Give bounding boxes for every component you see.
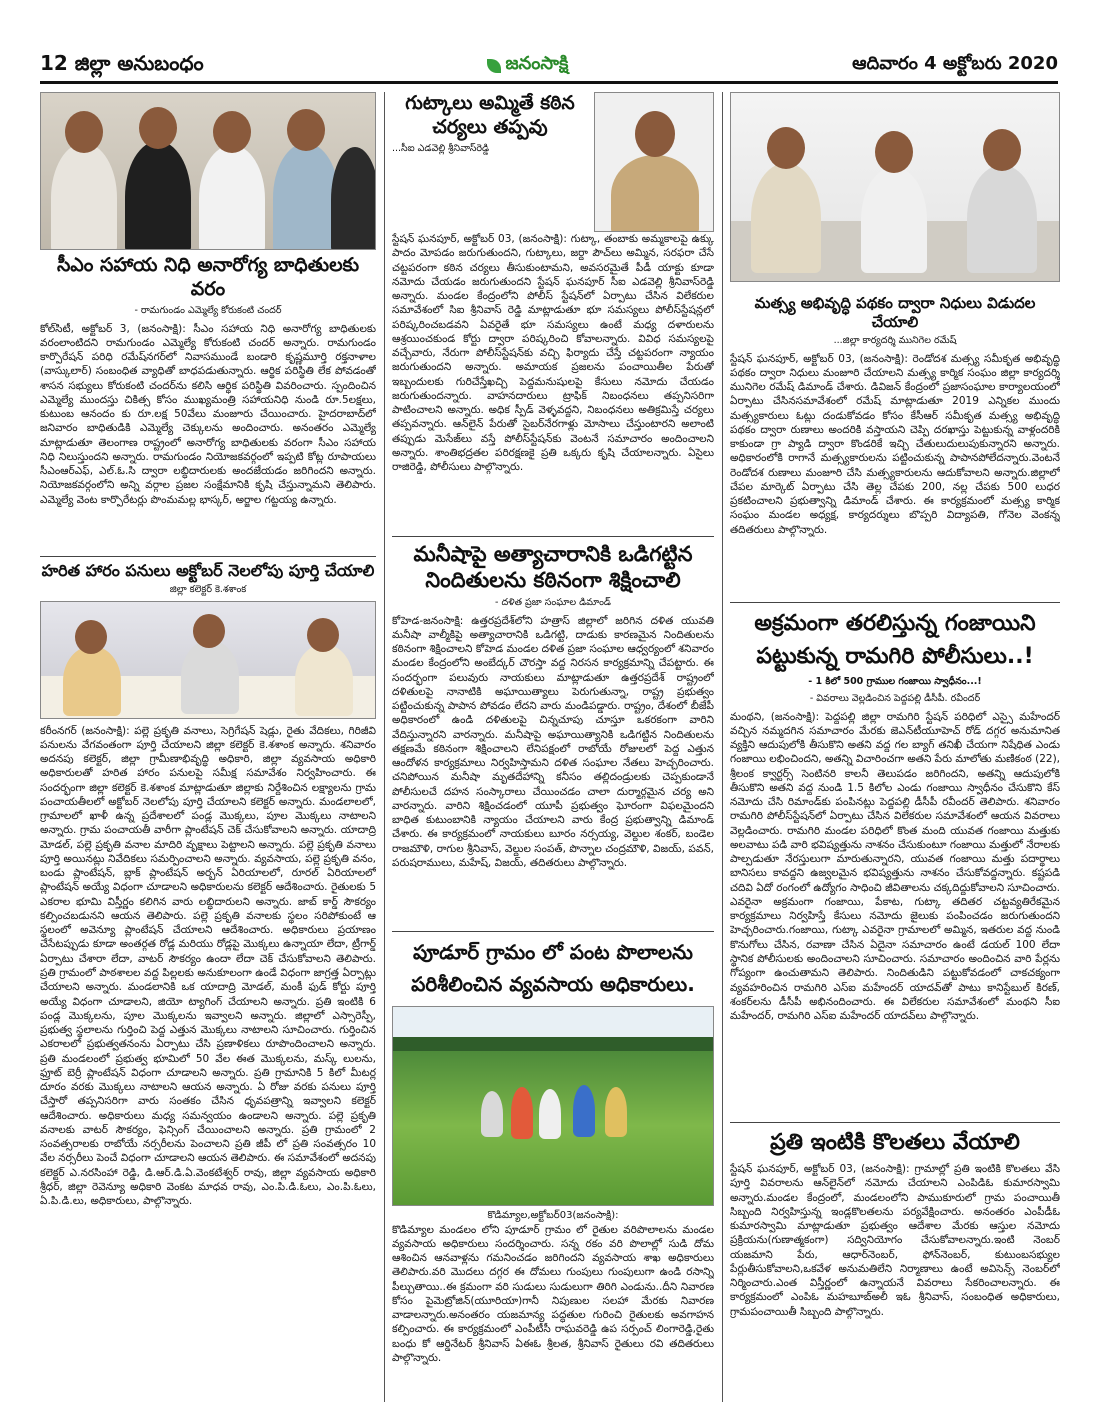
- byline: - దళిత ప్రజా సంఘాల డిమాండ్: [495, 596, 611, 608]
- byline: ...సీఐ ఎడవెల్లి శ్రీనివాస్‌రెడ్డి: [392, 142, 490, 154]
- headline: మనీషాపై అత్యాచారానికి ఒడిగట్టిన నిందితులను కఠినంగా శిక్షించాలి: [413, 542, 693, 593]
- headline: ప్రతి ఇంటికి కొలతలు వేయాలి: [770, 1129, 1020, 1155]
- photo-fishermen-meeting: [730, 92, 1060, 282]
- article-body: స్టేషన్ ఘనపూర్, అక్టోబర్ 03, (జనంసాక్షి): గ్రామాల్లో ప్రతి ఇంటికి కొలతలు వేసి పూర్తి వివరాలను ఆన్‌లైన్‌లో నమోదు చేయాలని ఎంపిడిఓ కుమారస్వామి అన్నారు.మండల కేంద్రంలో, మండలంలోని పాముకూరులో గ్రామ పంచాయితీ సిబ్బంది నిర్వహిస్తున్న ఇండ్లకొలతలను పర్యవేక్షించారు. అనంతరం ఎంపీడీఓ కుమారస్వామి మాట్లాడుతూ ప్రభుత్వం ఆదేశాల మేరకు ఆస్తుల నమోదు ప్రక్రియను(గుణాత్మకంగా) సద్వినియోగం చేసుకోవాలన్నారు.ఇంటి నెంబర్ యజమాని పేరు, ఆధార్‌నెంబర్, ఫోన్‌నెంబర్, కుటుంబసభ్యుల పేర్లుతీసుకోవాలని,ఒకవేళ అనుమతిలేని నిర్మాణాలు ఉంటే అవిసెన్స్ నెంబర్‌లో నిర్మించారు.ఎంత విస్తీర్ణంలో ఉన్నాయనే వివరాలు సేకరించాలన్నారు. ఈ కార్యక్రమంలో ఎంపిఓ మహబూబ్‌అలీ ఇఓ శ్రీనివాస్, సంబంధిత అధికారులు, గ్రామపంచాయితీ సిబ్బంది పాల్గొన్నారు.: [730, 1163, 1060, 1318]
- column-divider: [384, 92, 385, 1402]
- photo-circle-inspector: [594, 92, 714, 232]
- article-body: మంథని, (జనంసాక్షి): పెద్దపల్లి జిల్లా రామగిరి స్టేషన్ పరిధిలో ఎస్సై మహేందర్ వచ్చిన నమ్మదగిన సమాచారం మేరకు జెఎన్‌టీయూహెచ్ రోడ్ దగ్గర అనుమానిత వ్యక్తిని ఆదుపులోకి తీసుకొని అతని వద్ద గల బ్యాగ్ తనిఖీ చేయగా నిషేధిత ఎండు గంజాయి లభించిందని, అతన్ని విచారించగా అతని పేరు మాలోతు మణికంఠ (22), శ్రీలంక క్వార్టర్స్ సెంటినరి కాలనీ తెలుపడం జరిగిందని, అతన్ని ఆదుపులోకి తీసుకొని అతని వద్ద నుండి 1.5 కిలోల ఎండు గంజాయి స్వాధీనం చేసుకొని కేస్ నమోదు చేసి రిమాండ్‌కు పంపినట్లు పెద్దపల్లి డీసీపీ రవీందర్ తెలిపారు. శనివారం రామగిరి పోలీస్‌స్టేషన్‌లో ఏర్పాటు చేసిన విలేకరుల సమావేశంలో ఆయన వివరాలు వెల్లడించారు. రామగిరి మండల పరిధిలో కొంత మంది యువత గంజాయి మత్తుకు అలవాటు పడి వారి భవిష్యత్తును నాశనం చేసుకుంటూ గంజాయి మత్తులో నేరాలకు పాల్పడుతూ నేరస్తులుగా మారుతున్నారని, యువత గంజాయి మత్తు పదార్థాలు బానిసలు కావద్దని ఉజ్వలమైన భవిష్యత్తును నాశనం చేసుకోవద్దన్నారు. కష్టపడి చదివి ఏదో రంగంలో ఉద్యోగం సాధించి జీవితాలను చక్కదిద్దుకోవాలని సూచించారు. ఎవరైనా అక్రమంగా గంజాయి, పేకాట, గుట్కా తదితర చట్టవ్యతిరేకమైన కార్యక్రమాలు నిర్వహిస్తే కేసులు నమోదు జైలుకు పంపించడం జరుగుతుందని హెచ్చరించారు.గంజాయి, గుట్కా ఎవరైనా గ్రామాలలో అమ్మిన, ఇతరుల వద్ద నుండి కొనుగోలు చేసిన, రవాణా చేసిన ఏదైనా సమాచారం ఉంటే డయల్ 100 లేదా స్థానిక పోలీసులకు అందించాలని సూచించారు. సమాచారం అందించిన వారి పేర్లను గోప్యంగా ఉంచుతామని తెలిపారు. నిందితుడిని పట్టుకోవడంలో చాకచక్యంగా వ్యవహరించిన రామగిరి ఎస్ఐ మహేందర్ యాదవ్‌తో పాటు కానిస్టేబుల్ కిరణ్, శంకర్‌లను డీసీపీ అభినందించారు. ఈ విలేకరుల సమావేశంలో మంథని సీఐ మహేందర్, రామగిరి ఎస్ఐ మహేందర్ యాదవ్‌లు పాల్గొన్నారు.: [730, 710, 1060, 1023]
- article-body: కొడిమ్యాల మండలం లోని పూడూర్ గ్రామం లో రైతుల వరిపొలాలను మండల వ్యవసాయ అధికారులు సందర్శించారు. సన్న రకం వరి పొలాల్లో సుడి దోమ ఆశించిన ఆనవాళ్లను గమనించడం జరిగిందని వ్యవసాయ శాఖ అధికారులు తెలిపారు.వరి మొదలు దగ్గర ఈ దోమలు గుంపులు గుంపులుగా ఉండి రసాన్ని పీల్చుతాయి..ఈ క్రమంగా వరి సుడులు సుడులుగా తిరిగి ఎండును..దీని నివారణ కోసం పైమెట్రోజిన్(యూరియా)గానీ నిపుణుల సలహా మేరకు నివారణ వాడాలన్నారు.అనంతరం యజమాన్య పద్ధతుల గురించి రైతులకు అవగాహన కల్పించారు. ఈ కార్యక్రమంలో ఎంపీటీసీ రాఘవరెడ్డి ఉప సర్పంచ్ లింగారెడ్డి,రైతు బంధు కో ఆర్డినేటర్ శ్రీనివాస్ ఏఈఓ శ్రీలత, శ్రీనివాస్ రైతులు రవి తదితరులు పాల్గొన్నారు.: [392, 1223, 714, 1364]
- masthead: [40, 50, 1058, 84]
- byline: - రామగుండం ఎమ్మెల్యే కోరుకంటి చందర్: [134, 304, 282, 316]
- subheadline: - వివరాలు వెల్లడించిన పెద్దపల్లి డీసీపీ. రవీందర్: [809, 692, 981, 704]
- headline: అక్రమంగా తరలిస్తున్న గంజాయిని పట్టుకున్న రామగిరి పోలీసులు..!: [754, 610, 1036, 669]
- brand-logo: [487, 53, 568, 78]
- headline: మత్స్య అభివృద్ధి పథకం ద్వారా నిధులు విడుదల చేయాలి: [754, 294, 1036, 331]
- article-body: స్టేషన్ ఘనపూర్, అక్టోబర్ 03, (జనంసాక్షి): గుట్కా, తంబాకు అమ్మకాలపై ఉక్కు పాదం మోపడం జరుగుతుందని, గుట్కాలు, జర్దా పౌచ్‌లు అమ్మిన, సరఫరా చేసే చట్టపరంగా కఠిన చర్యలు తీసుకుంటామని, అవసరమైతే పీడీ యాక్టు కూడా నమోదు చేయడం జరుగుతుందని స్టేషన్ ఘనపూర్ సీఐ ఎడవెల్లి శ్రీనివాస్‌రెడ్డి అన్నారు. మండల కేంద్రంలోని పోలీస్ స్టేషన్‌లో ఏర్పాటు చేసిన విలేకరుల సమావేశంలో సిఐ శ్రీనివాస్ రెడ్డి మాట్లాడుతూ భూ సమస్యలు పోలీస్‌స్టేషన్లలో పరిష్కరించబడవని ఏవరైతే భూ సమస్యలు ఉంటే మధ్య దళారులను ఆశ్రయించకుండ కోర్టు ద్వారా పరిష్కరించి కోవాలన్నారు. వివిధ సమస్యలపై వచ్చేవారు, నేరుగా పోలీస్‌స్టేషన్‌కు వచ్చి ఫిర్యాదు చేస్తే చట్టపరంగా న్యాయం జరుగుతుందని అన్నారు. అమాయక ప్రజలను పంచాయితీల పేరుతో ఇబ్బందులకు గురిచేస్తేఖచ్చి పెద్దమనుషులపై కేసులు నమోదు చేయడం జరుగుతుందన్నారు. వాహనదారులు ట్రాఫిక్ నిబంధనలు తప్పనిసరిగా పాటించాలని అన్నారు. అధిక స్పీడ్ వెళ్ళవద్దని, నిబంధనలు అతిక్రమిస్తే చర్యలు తప్పవన్నారు. ఆన్‌లైన్ పేరుతో సైబర్‌నేరగాళ్లు మోసాలు చేస్తుంటారని అలాంటి తప్పుడు మెసేజ్‌లు వస్తే పోలీస్‌స్టేషన్‌కు వెంటనే సమాచారం అందించాలని అన్నారు. శాంతిభద్రతల పరిరక్షణకై ప్రతి ఒక్కరు కృషి చేయాలన్నారు. ఏసైలు రాజిరెడ్డి, పోలీసులు పాల్గొన్నారు.: [392, 233, 714, 474]
- byline: ...జిల్లా కార్యదర్శి మునిగెల రమేష్: [833, 334, 957, 346]
- article-body: కోహెడ-జనంసాక్షి: ఉత్తరప్రదేశ్‌లోని హత్రాస్ జిల్లాలో జరిగిన దళిత యువతి మనీషా వాల్మీకిపై అత్యాచారానికి ఒడిగట్టి, దాడుకు కారణమైన నిందితులను కఠినంగా శిక్షించాలని కోహెడ మండల దళిత ప్రజా సంఘాల ఆధ్వర్యంలో శనివారం మండల కేంద్రంలోని అంబేద్కర్ చౌరస్తా వద్ద నిరసన కార్యక్రమాన్ని చేపట్టారు. ఈ సందర్భంగా పలువురు నాయకులు మాట్లాడుతూ ఉత్తరప్రదేశ్ రాష్ట్రంలో దళితులపై నానాటికి అఘాయిత్యాలు పెరుగుతున్నా, రాష్ట్ర ప్రభుత్వం పట్టించుకున్న పాపాన పోవడం లేదని వారు మండిపడ్డారు. రాష్ట్రం, దేశంలో బీజేపీ అధికారంలో ఉండి దళితులపై చిన్నచూపు చూస్తూ ఒకరకంగా వారిని వేదిస్తున్నారని వారన్నారు. మనీషాపై అఘాయిత్యానికి ఒడిగట్టిన నిందితులను తక్షణమే కఠినంగా శిక్షించాలని లేనిపక్షంలో రాబోయే రోజులలో పెద్ద ఎత్తున ఆందోళన కార్యక్రమాలు నిర్వహిస్తామని దళిత సంఘాల నేతలు హెచ్చరించారు. చనిపోయిన మనీషా మృతదేహాన్ని కనీసం తల్లిదండ్రులకు చెప్పకుండానే పోలీసులచే దహన సంస్కారాలు చేయించడం చాలా దుర్మార్గమైన చర్య అని వారన్నారు. వారిని శిక్షించడంలో యూపీ ప్రభుత్వం ఘోరంగా విఫలమైందని బాధిత కుటుంబానికి న్యాయం చేయాలని వారు కేంద్ర ప్రభుత్వాన్ని డిమాండ్ చేశారు. ఈ కార్యక్రమంలో నాయకులు బూరం నర్సయ్య, వెల్దుల శంకర్, బండెల రాజమౌళి, రాగుల శ్రీనివాస్, వెల్దుల సంపత్, పొన్నాల చంద్రమౌళి, విజయ్, పవన్, పరుషరాములు, మహేష్, విజయ్, తదితరులు పాల్గొన్నారు.: [392, 614, 714, 870]
- byline: జిల్లా కలెక్టర్ కె.శశాంక: [169, 583, 247, 595]
- photo-caption: కొడిమ్యాల,అక్టోబర్03(జనంసాక్షి):: [487, 1209, 619, 1221]
- column-divider: [722, 92, 723, 1402]
- leaf-icon: [487, 59, 501, 73]
- article-body: కరీంనగర్ (జనంసాక్షి): పల్లె ప్రకృతి వనాలు, సెగ్రిగేషన్ షెడ్లు, రైతు వేదికలు, గిరిజీవి పనులను వేగవంతంగా పూర్తి చేయాలని జిల్లా కలెక్టర్ కె.శశాంక అన్నారు. శనివారం అదనపు కలెక్టర్, జిల్లా గ్రామీణాభివృద్ధి అధికారి, జిల్లా వ్యవసాయ అధికారి అధికారులతో హరిత హారం పనులపై సమీక్ష సమావేశం నిర్వహించారు. ఈ సందర్భంగా జిల్లా కలెక్టర్ కె.శశాంక మాట్లాడుతూ జిల్లాకు నిర్దేశించిన లక్ష్యాలను గ్రామ పంచాయతీలలో అక్టోబర్ నెలలోపు పూర్తి చేయాలని కలెక్టర్ అన్నారు. మండలాలలో, గ్రామాలలో ఖాళీ ఉన్న ప్రదేశాలలో పండ్ల మొక్కలు, పూల మొక్కలు నాటాలని అన్నారు. గ్రామ పంచాయతీ వారీగా ప్లాంటేషన్ చెక్ చేసుకోవాలని అన్నారు. యాదాద్రి మోడల్, పల్లె ప్రకృతి వనాల మాదిరి వృక్షాలు పెట్టాలని అన్నారు. పల్లె ప్రకృతి వనాలు పూర్తి అయినట్లు నివేదికలు సమర్పించాలని అన్నారు. వ్యవసాయ, పల్లె ప్రకృతి వనం, బండు ప్లాంటేషన్, బ్లాక్ ప్లాంటేషన్ అర్బన్ ఏరియాలలో, రూరల్ ఏరియాలలో ప్లాంటేషన్ అయ్యే విధంగా చూడాలని అధికారులను కలెక్టర్ ఆదేశించారు. రైతులకు 5 ఎకరాల భూమి విస్తీర్ణం కలిగిన వారు లబ్ధిదారులని అన్నారు. జాబ్ కార్డ్ సౌకర్యం కల్పించబడునని ఆయన తెలిపారు. పల్లె ప్రకృతి వనాలకు స్థలం సరిపోకుంటే ఆ స్థలంలో అవెన్యూ ప్లాంటేషన్ చేయాలని ఆదేశించారు. అధికారులు ప్రయాణం చేసేటప్పుడు కూడా అంతర్గత రోడ్ల మరియు రోడ్లపై మొక్కలు ఉన్నాయా లేదా, ట్రీగార్డ్ ఏర్పాటు చేశారా లేదా, వాటర్ సౌకర్యం ఉందా లేదా చెక్ చేసుకోవాలని తెలిపారు. ప్రతి గ్రామంలో పాఠశాలల వద్ద పిల్లలకు అనుకూలంగా ఉండే విధంగా జాగ్రత్త ఏర్పాట్లు చేయాలని అన్నారు. మండలానికి ఒక యాదాద్రి మోడల్, మంకీ ఫుడ్ కోర్టు పూర్తి అయ్యే విధంగా చూడాలని, జియో ట్యాగింగ్ చేయాలని అన్నారు. ప్రతి ఇంటికి 6 పండ్ల మొక్కలను, పూల మొక్కలను ఇవ్వాలని అన్నారు. జిల్లాలో ఎస్సారెస్పీ, ప్రభుత్వ స్థలాలను గుర్తించి పెద్ద ఎత్తున మొక్కలు నాటాలని సూచించారు. గుర్తించిన ఎకరాలలో ప్రభుత్వతనంను ఏర్పాటు చేసి ప్రణాళికలు రూపొందించాలని అన్నారు. ప్రతి మండలంలో ప్రభుత్వ భూమిలో 50 వేల ఈత మొక్కలను, మస్క్ లులను, ఫ్రూట్ బెర్రీ ప్లాంటేషన్ విధంగా చూడాలని అన్నారు. ప్రతి గ్రామానికి 5 కిలో మీటర్ల దూరం వరకు మొక్కలు నాటాలని ఆయన అన్నారు. ఏ రోజు వరకు పనులు పూర్తి చేస్తారో తప్పనిసరిగా వారు సంతకం చేసిన ధృవపత్రాన్ని ఇవ్వాలని కలెక్టర్ ఆదేశించారు. అధికారులు మధ్య సమన్వయం ఉండాలని అన్నారు. పల్లె ప్రకృతి వనాలకు వాటర్ సౌకర్యం, ఫెన్సింగ్ చేయించాలని అన్నారు. ప్రతి గ్రామంలో 2 సంవత్సరాలకు రాబోయే నర్సరీలను పెంచాలని ప్రతి జీపీ లో ప్రతి సంవత్సరం 10 వేల నర్సరీలు పెంచే విధంగా చూడాలని ఆయన తెలిపారు. ఈ సమావేశంలో అదనపు కలెక్టర్ ఎ.నరసింహా రెడ్డి, డి.ఆర్.డి.ఏ.వెంకటేశ్వర్ రావు, జిల్లా వ్యవసాయ అధికారి శ్రీధర్, జిల్లా రెవెన్యూ అధికారి వెంకట మాధవ రావు, ఎం.పి.డి.ఓలు, ఎం.పి.ఓలు, ఏ.పి.డి.లు, అధికారులు, పాల్గొన్నారు.: [40, 724, 376, 1208]
- page-label: 12 జిల్లా అనుబంధం: [40, 51, 204, 75]
- photo-review-meeting: [40, 601, 376, 719]
- column-1: [40, 92, 376, 1307]
- subheadline: - 1 కిలో 500 గ్రాముల గంజాయి స్వాధీనం...!: [808, 675, 982, 687]
- column-3: [730, 92, 1060, 1378]
- headline: పూడూర్ గ్రామం లో పంట పొలాలను పరిశీలించిన వ్యవసాయ అధికారులు.: [411, 939, 695, 996]
- headline: సీఎం సహాయ నిధి అనారోగ్య బాధితులకు వరం: [56, 254, 360, 300]
- brand-name: జనంసాక్షి: [505, 53, 569, 74]
- issue-date: ఆదివారం 4 అక్టోబరు 2020: [852, 53, 1058, 74]
- photo-cmrf-cheque: [40, 92, 376, 250]
- headline: గుట్కాలు అమ్మితే కఠిన చర్యలు తప్పవు: [405, 92, 575, 138]
- column-2: [392, 92, 714, 1420]
- headline: హరిత హారం పనులు అక్టోబర్ నెలలోపు పూర్తి చేయాలి: [41, 560, 375, 580]
- article-body: స్టేషన్ ఘనపూర్, అక్టోబర్ 03, (జనంసాక్షి): రెండోదశ మత్స్య సమీకృత అభివృద్ధి పథకం ద్వారా నిధులు మంజూరి చేయాలని మత్స్య కార్మిక సంఘం జిల్లా కార్యదర్శి మునిగెల రమేష్ డిమాండ్ చేశారు. డివిజన్ కేంద్రంలో ప్రజాసంఘాల కార్యాలయంలో ఏర్పాటు చేసినసమావేశంలో రమేష్ మాట్లాడుతూ 2019 ఎన్నికల ముందు మత్స్యకారులు ఓట్లు దండుకోవడం కోసం కేసీఆర్ సమీకృత మత్స్య అభివృద్ధి పథకం ద్వారా రుణాలు అందరికి వస్తాయని చెప్పి దరఖాస్తు పెట్టుకున్న వాళ్లందరికి కాకుండా గ్రా ప్యాడి ద్వారా కొండరికే ఇచ్చి చేతులుదులుపుకున్నారని అన్నారు. అధికారంలోకి రాగానే మత్స్యకారులను పట్టించుకున్న పాపానపోలేదన్నారు.వెంటనే రెండోదశ రుణాలు మంజూరి చేసి మత్స్యకారులను ఆదుకోవాలని అన్నారు.జిల్లాలో చేపల మార్కెట్ ఏర్పాటు చేసి తెల్ల చేపకు 200, నల్ల చేపకు 500 లుధర ప్రకటించాలని ప్రభుత్వాన్ని డిమాండ్ చేశారు. ఈ కార్యక్రమంలో మత్స్య కార్మిక సంఘం మండల అధ్యక్ష, కార్యదర్శులు బొప్పరి విద్యాపతి, గోనెల వెంకన్న తదితరులు పాల్గొన్నారు.: [730, 352, 1060, 536]
- photo-paddy-field: [392, 1006, 714, 1206]
- article-body: కోల్‌సిటీ, అక్టోబర్ 3, (జనంసాక్షి): సీఎం సహాయ నిధి అనారోగ్య బాధితులకు వరంలాంటిదని రామగుండం ఎమ్మెల్యే కోరుకంటి చందర్ అన్నారు. రామగుండం కార్పొరేషన్ పరిధి రమేష్‌నగర్‌లో నివాసముండే బండారి కృష్ణమూర్తి రక్తనాళాల (వాస్కులార్) సంబంధిత వ్యాధితో బాధపడుతున్నారు. ఆర్థిక పరిస్థితి లేక పోవడంతో శాసన సభ్యులు కోరుకంటి చందర్‌ను కలిసి ఆర్థిక పరిస్థితి వివరించారు. స్పందించిన ఎమ్మెల్యే ముందస్తు చికిత్స కోసం ముఖ్యమంత్రి సహాయనిధి నుండి రూ.5లక్షలు, కుటుంబ ఆనందం కు రూ.లక్ష 50వేలు మంజూరు చేయించారు. హైదరాబాద్‌లో జనివారం బాధితుడికి ఎమ్మెల్యే చెక్కులను అందించారు. అనంతరం ఎమ్మెల్యే మాట్లాడుతూ తెలంగాణ రాష్ట్రంలో అనారోగ్య బాధితులకు వరంగా సీఎం సహాయ నిధి నిలుస్తుందని అన్నారు. రామగుండం నియోజకవర్గంలో ఇప్పటి కోట్ల రూపాయలు సీఎంఆర్ఎఫ్, ఎల్.ఓ.సి ద్వారా లబ్ధిదారులకు అందజేయడం జరిగిందని అన్నారు. నియోజకవర్గంలోని అన్ని వర్గాల ప్రజల సంక్షేమానికి కృషి చేస్తున్నామని తెలిపారు. ఎమ్మెల్యే వెంట కార్పొరేటర్లు పొంమమల్ల భాస్కర్, అర్జాల గట్టయ్య ఉన్నారు.: [40, 322, 376, 506]
